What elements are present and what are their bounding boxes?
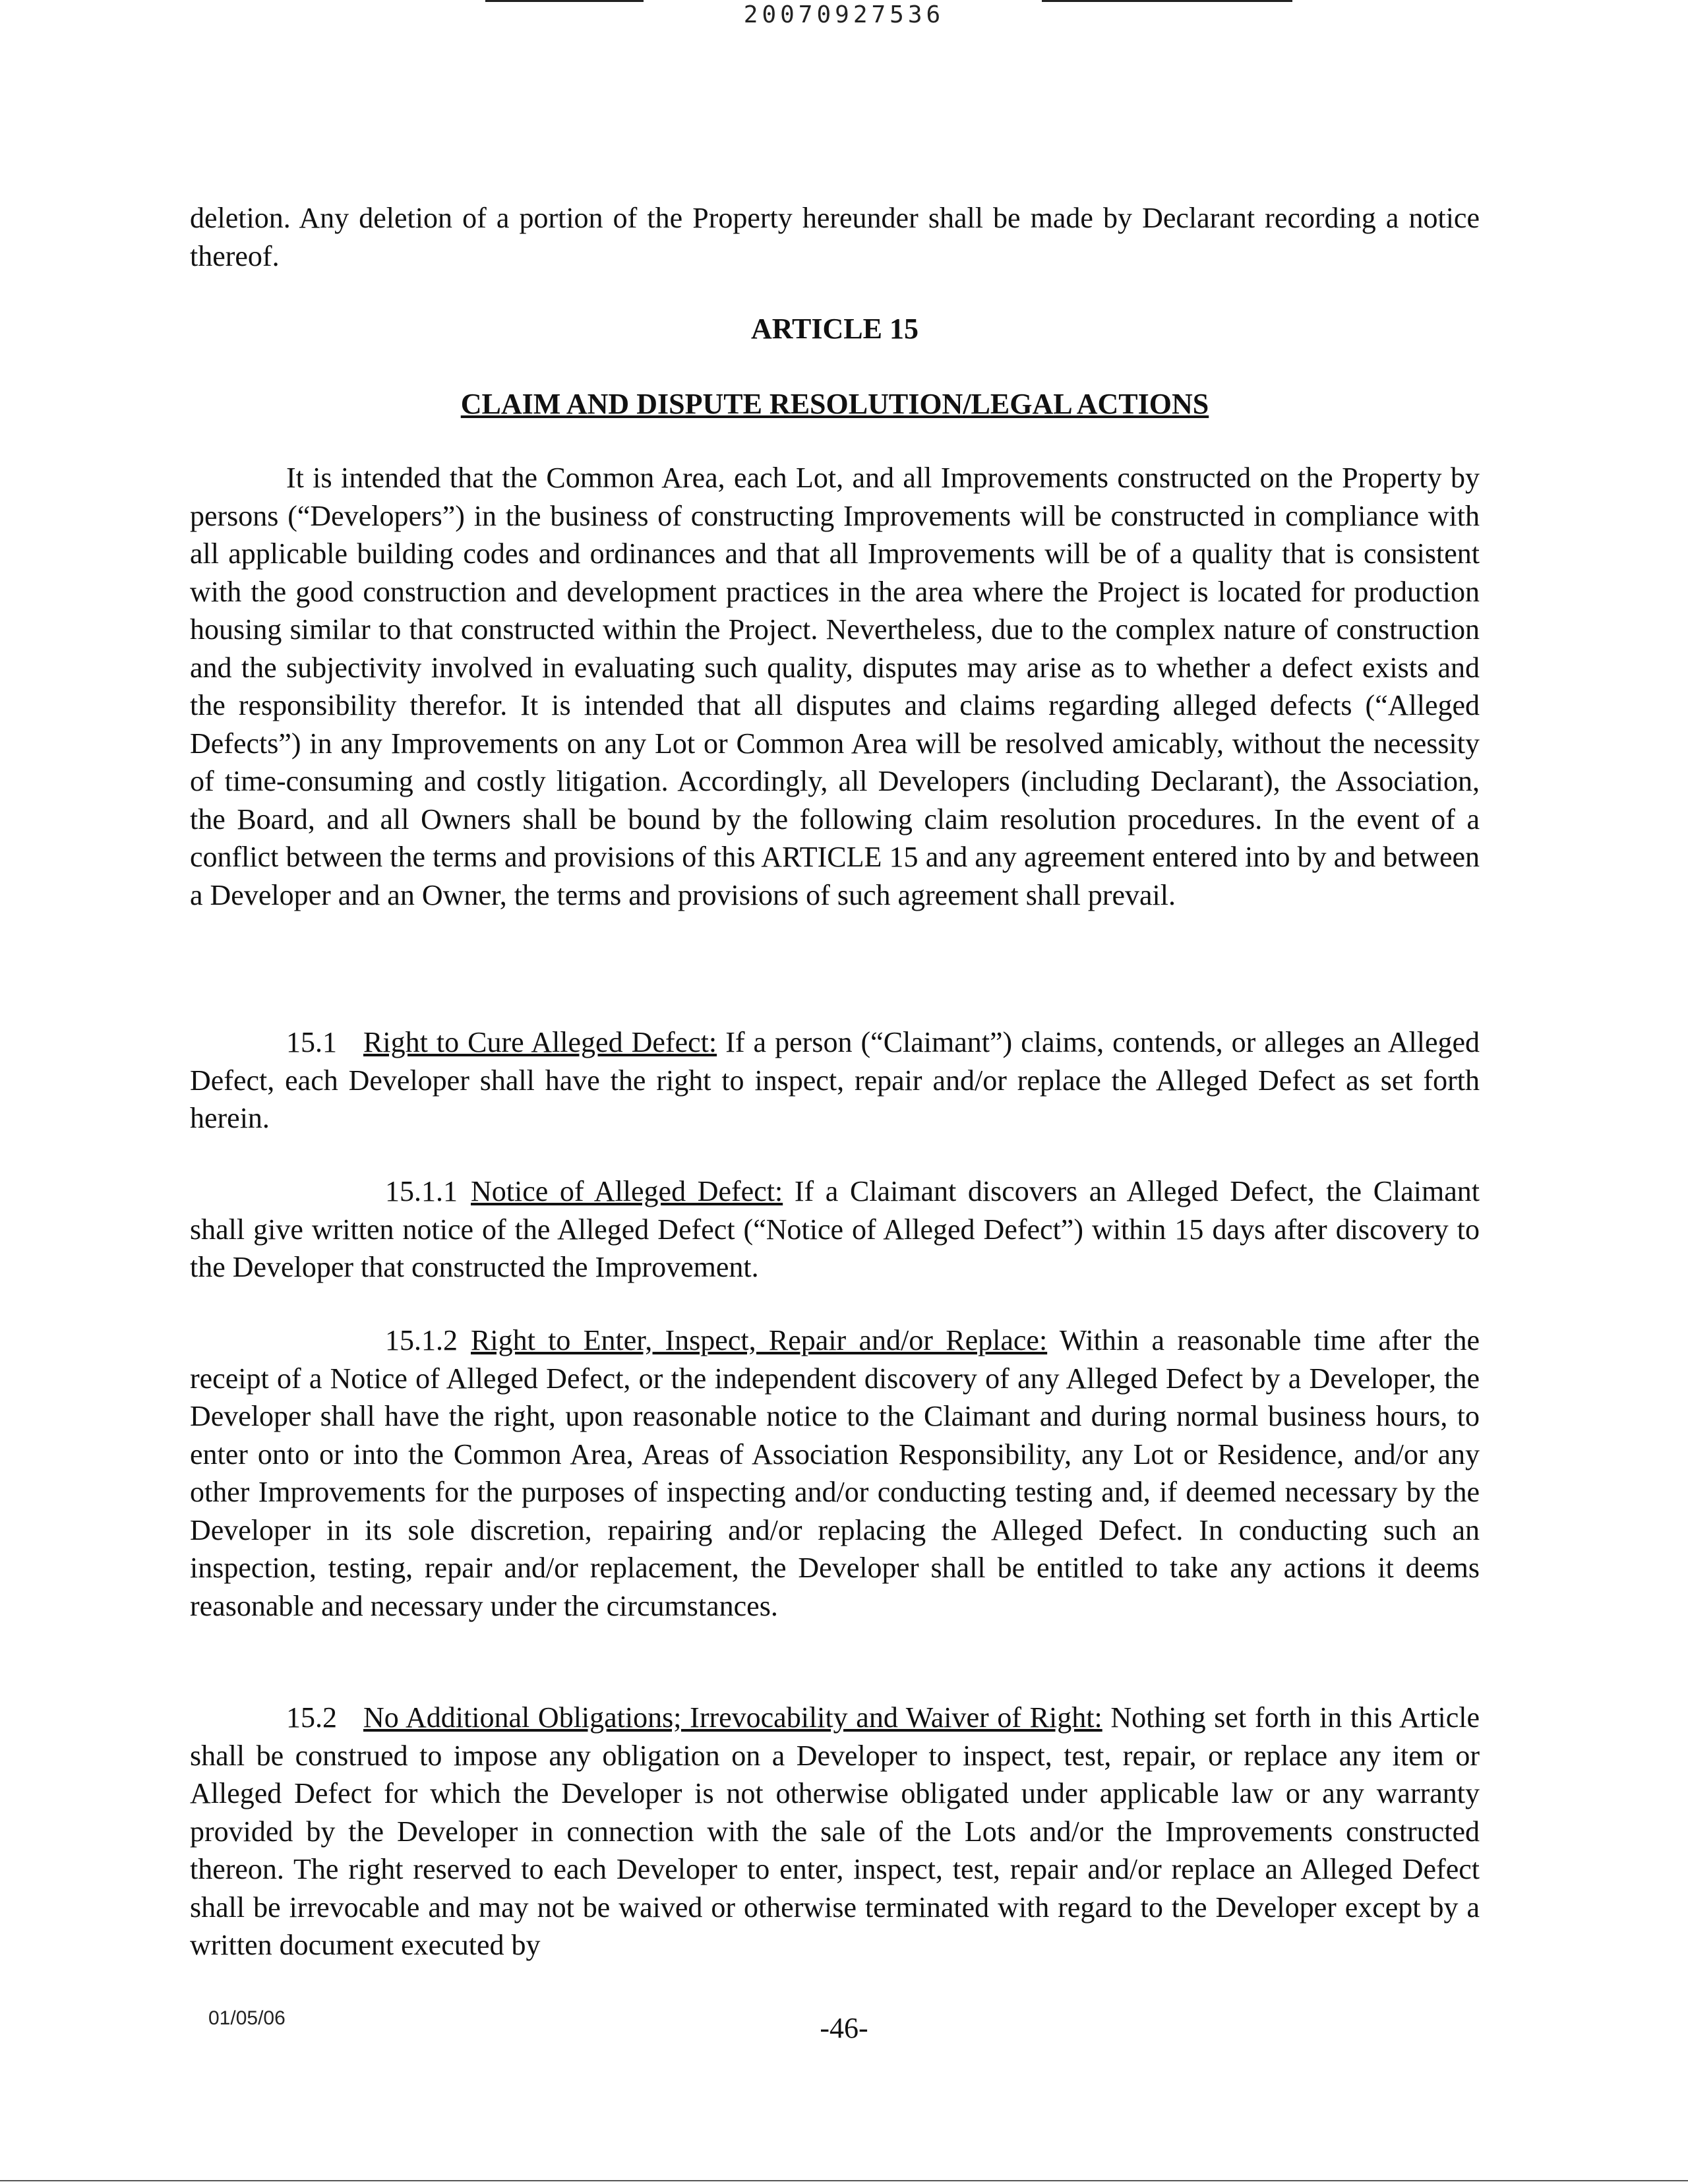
opening-paragraph: deletion. Any deletion of a portion of the Property hereunder shall be made by Declarant recording a notice thereof. — [190, 202, 1480, 272]
section-number: 15.1 — [286, 1026, 337, 1058]
section-text: If a person (“Claimant”) claims, contends, or alleges an Alleged Defect, each Developer shall have the right to inspect, repair and/or replace the Alleged Defect as set forth herein. — [190, 1026, 1480, 1134]
section-heading: Right to Enter, Inspect, Repair and/or Replace: — [471, 1324, 1048, 1356]
intro-paragraph: It is intended that the Common Area, each Lot, and all Improvements constructed on the Property by persons (“Developers”) in the business of constructing Improvements will be constructed in compliance with all applicable building codes and ordinances and that all Improvements will be of a quality that is consistent with the good construction and development practices in the area where the Project is located for production housing similar to that constructed within the Project. Nevertheless, due to the complex nature of construction and the subjectivity involved in evaluating such quality, disputes may arise as to whether a defect exists and the responsibility therefor. It is intended that all disputes and claims regarding alleged defects (“Alleged Defects”) in any Improvements on any Lot or Common Area will be resolved amicably, without the necessity of time-consuming and costly litigation. Accordingly, all Developers (including Declarant), the Association, the Board, and all Owners shall be bound by the following claim resolution procedures. In the event of a conflict between the terms and provisions of this ARTICLE 15 and any agreement entered into by and between a Developer and an Owner, the terms and provisions of such agreement shall prevail. — [190, 462, 1480, 911]
section-15-1-1 — [190, 1172, 1480, 1287]
section-15-2 — [190, 1699, 1480, 1964]
section-text: Nothing set forth in this Article shall be construed to impose any obligation on a Developer to inspect, test, repair, or replace any item or Alleged Defect for which the Developer is not otherwise obligated under applicable law or any warranty provided by the Developer in connection with the sale of the Lots and/or the Improvements constructed thereon. The right reserved to each Developer to enter, inspect, test, repair and/or replace an Alleged Defect shall be irrevocable and may not be waived or otherwise terminated with regard to the Developer except by a written document executed by — [190, 1701, 1480, 1961]
section-15-1 — [190, 1023, 1480, 1138]
footer-date: 01/05/06 — [208, 2007, 286, 2029]
section-heading: Notice of Alleged Defect: — [471, 1175, 783, 1207]
section-text: If a Claimant discovers an Alleged Defect, the Claimant shall give written notice of the Alleged Defect (“Notice of Alleged Defect”) within 15 days after discovery to the Developer that constructed the Improvement. — [190, 1175, 1480, 1283]
article-subtitle — [190, 385, 1480, 423]
page-number: -46- — [820, 2012, 868, 2044]
section-15-1-2 — [190, 1321, 1480, 1625]
section-number: 15.1.1 — [385, 1175, 458, 1207]
section-heading: Right to Cure Alleged Defect: — [363, 1026, 717, 1058]
article-subtitle-text: CLAIM AND DISPUTE RESOLUTION/LEGAL ACTIONS — [460, 388, 1209, 420]
scan-artifact-line — [0, 2180, 1688, 2181]
section-number: 15.1.2 — [385, 1324, 458, 1356]
section-number: 15.2 — [286, 1701, 337, 1734]
section-text: Within a reasonable time after the receipt of a Notice of Alleged Defect, or the independent discovery of any Alleged Defect by a Developer, the Developer shall have the right, upon reasonable notice to the Claimant and during normal business hours, to enter onto or into the Common Area, Areas of Association Responsibility, any Lot or Residence, and/or any other Improvements for the purposes of inspecting and/or conducting testing and, if deemed necessary by the Developer in its sole discretion, repairing and/or replacing the Alleged Defect. In conducting such an inspection, testing, repair and/or replacement, the Developer shall be entitled to take any actions it deems reasonable and necessary under the circumstances. — [190, 1324, 1480, 1622]
document-number: 20070927536 — [743, 1, 945, 28]
section-heading: No Additional Obligations; Irrevocability and Waiver of Right: — [363, 1701, 1102, 1734]
article-title: ARTICLE 15 — [751, 313, 919, 345]
